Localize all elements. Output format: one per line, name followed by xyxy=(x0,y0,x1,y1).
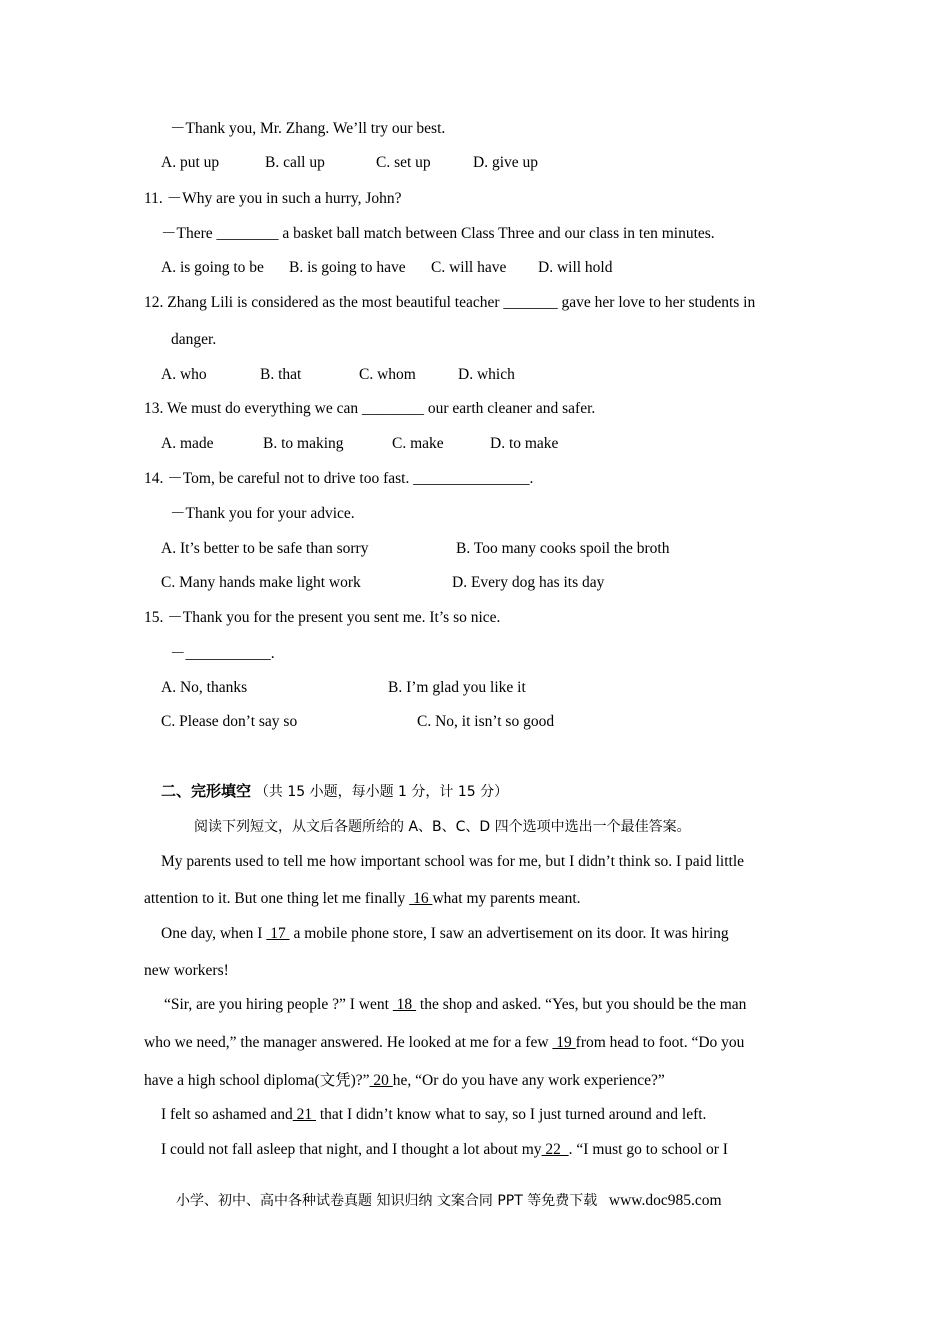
q13-option-d: D. to make xyxy=(490,435,559,452)
passage-line xyxy=(164,995,746,1015)
q10-option-a: A. put up xyxy=(161,154,220,171)
q15-option-d: C. No, it isn’t so good xyxy=(417,713,555,730)
passage-line: new workers! xyxy=(144,962,229,979)
q13-stem: 13. We must do everything we can ________ our earth cleaner and safer. xyxy=(144,400,596,417)
passage-text: “Sir, are you hiring people ?” I went xyxy=(164,996,393,1013)
q15-option-b: B. I’m glad you like it xyxy=(388,679,526,696)
passage-line xyxy=(161,1140,728,1160)
q11-option-d: D. will hold xyxy=(538,259,613,276)
q15-reply: －___________. xyxy=(170,645,275,662)
q11-option-b: B. is going to have xyxy=(289,259,406,276)
q10-option-d: D. give up xyxy=(473,154,539,171)
passage-text: from head to foot. “Do you xyxy=(575,1034,745,1051)
passage-line: My parents used to tell me how important school was for me, but I didn’t think so. I paid little xyxy=(161,853,745,870)
q12-option-d: D. which xyxy=(458,366,515,383)
section-instruction: 阅读下列短文，从文后各题所给的 A、B、C、D 四个选项中选出一个最佳答案。 xyxy=(194,819,691,835)
passage-text: I could not fall asleep that night, and I thought a lot about my xyxy=(161,1141,542,1158)
blank-21: 21 xyxy=(292,1106,316,1123)
blank-20: 20 xyxy=(369,1072,393,1089)
passage-line xyxy=(144,1071,665,1091)
q14-reply: －Thank you for your advice. xyxy=(170,505,355,522)
page-footer xyxy=(176,1191,722,1211)
q11-option-a: A. is going to be xyxy=(161,259,264,276)
q13-option-b: B. to making xyxy=(263,435,344,452)
passage-line xyxy=(144,889,581,909)
passage-text: . “I must go to school or I xyxy=(568,1141,728,1158)
q15-option-a: A. No, thanks xyxy=(161,679,248,696)
q12-stem-continued: danger. xyxy=(171,331,217,348)
q14-option-c: C. Many hands make light work xyxy=(161,574,361,591)
passage-line xyxy=(161,924,729,944)
q12-option-a: A. who xyxy=(161,366,207,383)
passage-text: One day, when I xyxy=(161,925,267,942)
q12-option-b: B. that xyxy=(260,366,302,383)
passage-text: the shop and asked. “Yes, but you should be the man xyxy=(416,996,747,1013)
q11-reply: －There ________ a basket ball match between Class Three and our class in ten minutes. xyxy=(161,225,715,242)
passage-line xyxy=(161,1105,706,1125)
footer-text: 小学、初中、高中各种试卷真题 知识归纳 文案合同 PPT 等免费下载 xyxy=(176,1193,598,1209)
footer-url: www.doc985.com xyxy=(608,1192,722,1209)
passage-text: a mobile phone store, I saw an advertisement on its door. It was hiring xyxy=(289,925,729,942)
q10-option-b: B. call up xyxy=(265,154,325,171)
section-heading xyxy=(161,781,508,802)
blank-16: 16 xyxy=(409,890,433,907)
q14-option-a: A. It’s better to be safe than sorry xyxy=(161,540,369,557)
passage-text: that I didn’t know what to say, so I just turned around and left. xyxy=(315,1106,707,1123)
q10-option-c: C. set up xyxy=(376,154,431,171)
q13-option-c: C. make xyxy=(392,435,444,452)
section-title: 二、完形填空 xyxy=(161,782,252,800)
section-note: （共 15 小题，每小题 1 分，计 15 分） xyxy=(254,784,509,800)
q14-option-d: D. Every dog has its day xyxy=(452,574,605,591)
q11-stem: 11. －Why are you in such a hurry, John? xyxy=(144,190,402,207)
blank-19: 19 xyxy=(552,1034,576,1051)
blank-17: 17 xyxy=(266,925,290,942)
q10-reply: －Thank you, Mr. Zhang. We’ll try our best. xyxy=(170,120,446,137)
passage-text: have a high school diploma(文凭)?” xyxy=(144,1072,370,1089)
q14-stem: 14. －Tom, be careful not to drive too fast. _______________. xyxy=(144,470,534,487)
q13-option-a: A. made xyxy=(161,435,214,452)
blank-18: 18 xyxy=(392,996,417,1013)
passage-text: who we need,” the manager answered. He looked at me for a few xyxy=(144,1034,553,1051)
passage-text: what my parents meant. xyxy=(432,890,581,907)
q12-stem: 12. Zhang Lili is considered as the most beautiful teacher _______ gave her love to her students in xyxy=(144,294,756,311)
passage-line xyxy=(144,1033,744,1053)
q11-option-c: C. will have xyxy=(431,259,507,276)
passage-text: attention to it. But one thing let me finally xyxy=(144,890,410,907)
q15-stem: 15. －Thank you for the present you sent me. It’s so nice. xyxy=(144,609,501,626)
passage-text: I felt so ashamed and xyxy=(161,1106,293,1123)
passage-text: he, “Or do you have any work experience?” xyxy=(392,1072,665,1089)
q14-option-b: B. Too many cooks spoil the broth xyxy=(456,540,670,557)
q12-option-c: C. whom xyxy=(359,366,416,383)
blank-22: 22 xyxy=(541,1141,569,1158)
q15-option-c: C. Please don’t say so xyxy=(161,713,298,730)
